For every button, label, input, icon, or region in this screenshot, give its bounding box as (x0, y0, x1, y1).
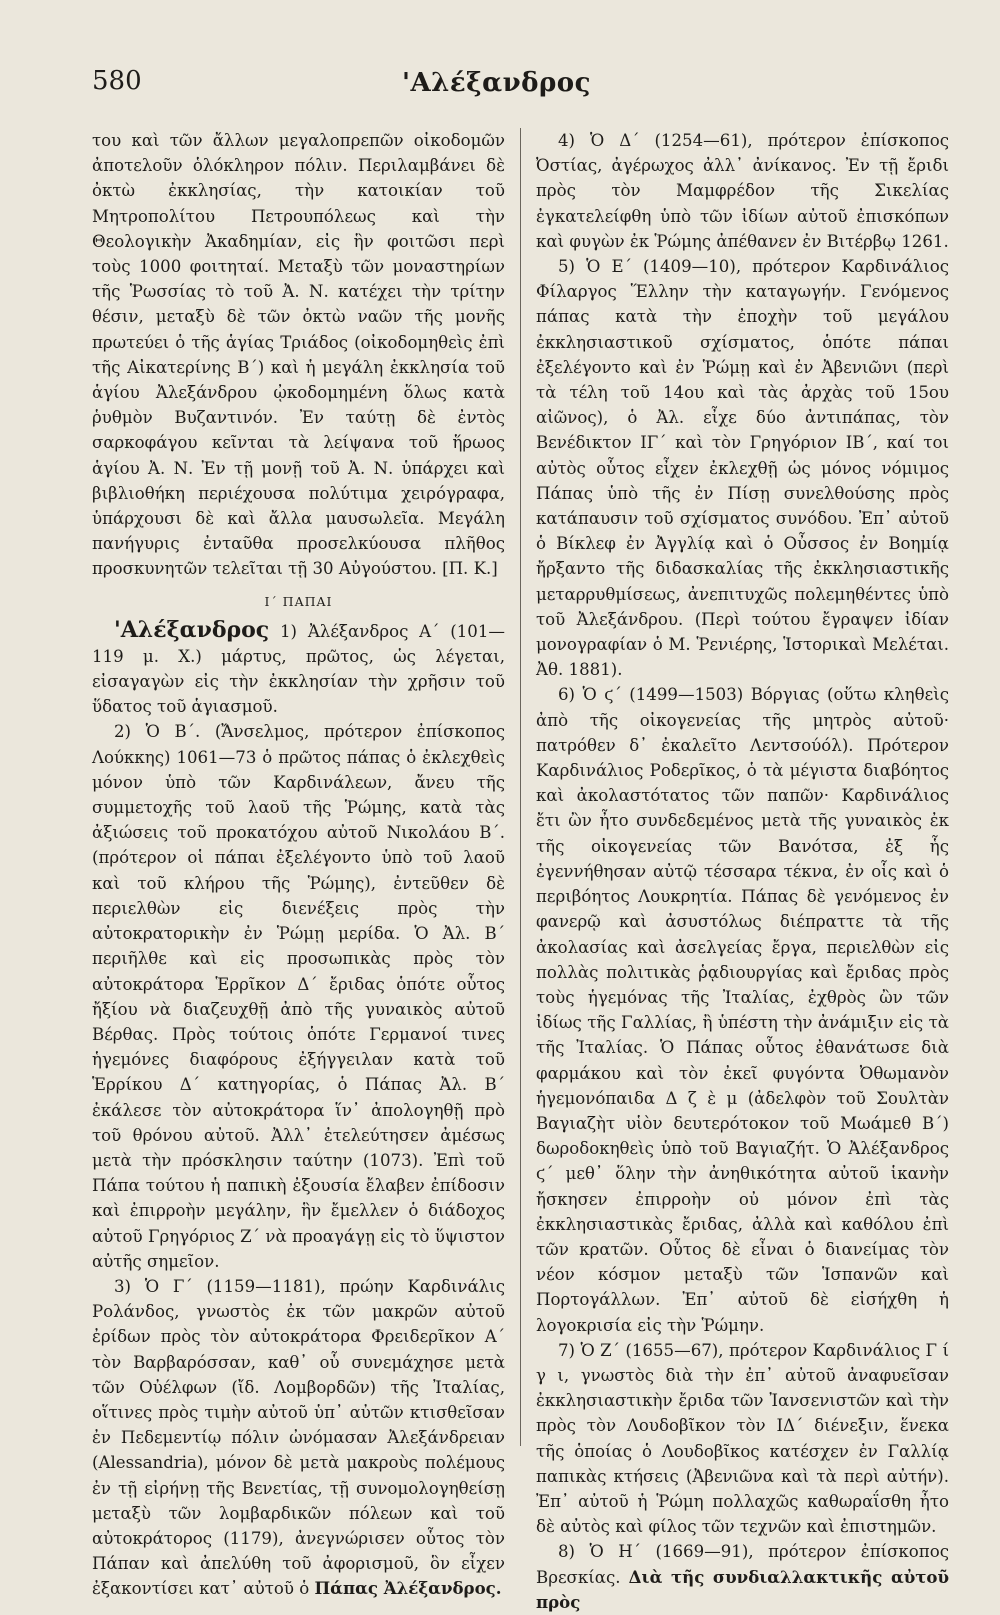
paragraph-alexander-1 (92, 618, 505, 720)
right-column (536, 128, 949, 1615)
paragraph-alexander-5: 5) Ὁ Ε΄ (1409—10), πρότερον Καρδινάλιος Φίλαργος Ἕλλην τὴν καταγωγήν. Γενόμενος πάπας κατὰ τὴν ἐποχὴν τοῦ μεγάλου ἐκκλησιαστικοῦ σχίσματος, ὁπότε πάπαι ἐξελέγοντο καὶ ἐν Ῥώμῃ καὶ ἐν Ἀβενιῶνι (περὶ τὰ τέλη τοῦ 14ου καὶ τὰς ἀρχὰς τοῦ 15ου αἰῶνος), ὁ Ἀλ. εἶχε δύο ἀντιπάπας, τὸν Βενέδικτον ΙΓ΄ καὶ τὸν Γρηγόριον ΙΒ΄, καί τοι αὐτὸς οὗτος εἶχεν ἐκλεχθῇ ὡς μόνος νόμιμος Πάπας ὑπὸ τῆς ἐν Πίσῃ συνελθούσης πρὸς κατάπαυσιν τοῦ σχίσματος συνόδου. Ἐπ᾽ αὐτοῦ ὁ Βίκλεφ ἐν Ἀγγλίᾳ καὶ ὁ Οὖσσος ἐν Βοημίᾳ ἤρξαντο τῆς διδασκαλίας τῆς ἐκκλησιαστικῆς μεταρρυθμίσεως, ἀνεπιτυχῶς πολεμηθέντες ὑπὸ τοῦ Ἀλεξάνδρου. (Περὶ τούτου ἔγραψεν ἰδίαν μονογραφίαν ὁ Μ. Ῥενιέρης, Ἱστορικαὶ Μελέται. Ἀθ. 1881). (536, 257, 949, 680)
paragraph-alexander-3 (92, 1274, 505, 1602)
paragraph-alexander-8 (536, 1539, 949, 1615)
paragraph-alexander-1-text: 1) Ἀλέξανδρος Α΄ (101—119 μ. Χ.) μάρτυς, πρῶτος, ὡς λέγεται, εἰσαγαγὼν εἰς τὴν ἐκκλησίαν τὴν χρῆσιν τοῦ ὕδατος τοῦ ἁγιασμοῦ. (92, 621, 505, 717)
paragraph-alexander-6: 6) Ὁ ϛ΄ (1499—1503) Βόργιας (οὕτω κληθεὶς ἀπὸ τῆς οἰκογενείας τῆς μητρὸς αὐτοῦ· πατρόθεν δ᾽ ἐκαλεῖτο Λεντσούόλ). Πρότερον Καρδινάλιος Ροδερῖκος, ὁ τὰ μέγιστα διαβόητος καὶ ἀκολαστότατος τῶν παπῶν· Καρδινάλιος ἔτι ὢν ἦτο συνδεδεμένος μετὰ τῆς γυναικὸς ἐκ τῆς οἰκογενείας τῶν Βανότσα, ἐξ ἧς ἐγεννήθησαν αὐτῷ τέσσαρα τέκνα, ἐν οἷς καὶ ὁ περιβόητος Λουκρητία. Πάπας δὲ γενόμενος ἐν φανερῷ καὶ ἀσυστόλως διέπραττε τὰ τῆς ἀκολασίας καὶ ἀσελγείας ἔργα, περιελθὼν εἰς πολλὰς πολιτικὰς ῥᾳδιουργίας καὶ ἔριδας πρὸς τοὺς ἡγεμόνας τῆς Ἰταλίας, ἐχθρὸς ὢν τῶν ἰδίως τῆς Γαλλίας, ἢ ὑπέστη τὴν ἀνάμιξιν εἰς τὰ τῆς Ἰταλίας. Ὁ Πάπας οὗτος ἐθανάτωσε διὰ φαρμάκου καὶ τὸν ἐκεῖ φυγόντα Ὀθωμανὸν ἡγεμονόπαιδα Δ ζ ὲ μ (ἀδελφὸν τοῦ Σουλτὰν Βαγιαζὴτ υἱὸν δευτερότοκον τοῦ Μωάμεθ Β΄) δωροδοκηθεὶς ὑπὸ τοῦ Βαγιαζήτ. Ὁ Ἀλέξανδρος ϛ΄ μεθ᾽ ὅλην τὴν ἀνηθικότητα αὐτοῦ ἱκανὴν ἤσκησεν ἐπιρροὴν οὐ μόνον ἐπὶ τὰς ἐκκλησιαστικὰς ἔριδας, ἀλλὰ καὶ καθόλου ἐπὶ τῶν κρατῶν. Οὗτος δὲ εἶναι ὁ διανείμας τὸν νέον κόσμον μεταξὺ τῶν Ἱσπανῶν καὶ Πορτογάλλων. Ἐπ᾽ αὐτοῦ δὲ εἰσήχθη ἡ λογοκρισία εἰς τὴν Ῥώμην. (536, 685, 949, 1335)
left-column (92, 128, 505, 1602)
page-number: 580 (92, 66, 142, 96)
column-divider (520, 128, 521, 1446)
entry-headword: 'Αλέξανδρος (114, 616, 270, 643)
page-header (0, 62, 1000, 106)
paragraph-alexander-2: 2) Ὁ Β΄. (Ἄνσελμος, πρότερον ἐπίσκοπος Λούκκης) 1061—73 ὁ πρῶτος πάπας ὁ ἐκλεχθεὶς μόνον ὑπὸ τῶν Καρδινάλεων, ἄνευ τῆς συμμετοχῆς τοῦ λαοῦ τῆς Ῥώμης, κατὰ τὰς ἀξιώσεις τοῦ προκατόχου αὐτοῦ Νικολάου Β΄. (πρότερον οἱ πάπαι ἐξελέγοντο ὑπὸ τοῦ λαοῦ καὶ τοῦ κλήρου τῆς Ῥώμης), ἐντεῦθεν δὲ περιελθὼν εἰς διενέξεις πρὸς τὴν αὐτοκρατορικὴν ἐν Ῥώμῃ μερίδα. Ὁ Ἀλ. Β΄ περιῆλθε καὶ εἰς προσωπικὰς πρὸς τὸν αὐτοκράτορα Ἑρρῖκον Δ΄ ἔριδας ὁπότε οὗτος ἤξίου νὰ διαζευχθῇ ἀπὸ τῆς γυναικὸς αὐτοῦ Βέρθας. Πρὸς τούτοις ὁπότε Γερμανοί τινες ἡγεμόνες διαφόρους ἐξήγγειλαν κατὰ τοῦ Ἑρρίκου Δ΄ κατηγορίας, ὁ Πάπας Ἀλ. Β΄ ἐκάλεσε τὸν αὐτοκράτορα ἵν᾽ ἀπολογηθῇ πρὸ τοῦ θρόνου αὐτοῦ. Ἀλλ᾽ ἐτελεύτησεν ἀμέσως μετὰ τὴν πρόσκλησιν ταύτην (1073). Ἐπὶ τοῦ Πάπα τούτου ἡ παπικὴ ἐξουσία ἔλαβεν ἐπίδοσιν καὶ ἐπιρροὴν μεγάλην, ἣν ἔμελλεν ὁ διάδοχος αὐτοῦ Γρηγόριος Ζ΄ νὰ προαγάγῃ εἰς τὸ ὕψιστον αὐτῆς σημεῖον. (92, 722, 505, 1271)
paragraph-lavra-description: του καὶ τῶν ἄλλων μεγαλοπρεπῶν οἰκοδομῶν ἀποτελοῦν ὁλόκληρον πόλιν. Περιλαμβάνει δὲ ὀκτὼ ἐκκλησίας, τὴν κατοικίαν τοῦ Μητροπολίτου Πετρουπόλεως καὶ τὴν Θεολογικὴν Ἀκαδημίαν, εἰς ἣν φοιτῶσι περὶ τοὺς 1000 φοιτηταί. Μεταξὺ τῶν μοναστηρίων τῆς Ῥωσσίας τὸ τοῦ Ἀ. Ν. κατέχει τὴν τρίτην θέσιν, μεταξὺ δὲ τῶν ὀκτὼ ναῶν τῆς μονῆς πρωτεύει ὁ τῆς ἁγίας Τριάδος (οἰκοδομηθεὶς ἐπὶ τῆς Αἰκατερίνης Β΄) καὶ ἡ μεγάλη ἐκκλησία τοῦ ἁγίου Ἀλεξάνδρου ᾠκοδομημένη ὅλως κατὰ ῥυθμὸν Βυζαντινόν. Ἐν ταύτῃ δὲ ἐντὸς σαρκοφάγου κεῖνται τὰ λείψανα τοῦ ἥρωος ἁγίου Ἀ. Ν. Ἐν τῇ μονῇ τοῦ Ἀ. Ν. ὑπάρχει καὶ βιβλιοθήκη περιέχουσα πολύτιμα χειρόγραφα, ὑπάρχουσι δὲ καὶ ἄλλα μαυσωλεῖα. Μεγάλη πανήγυρις ἐνταῦθα προσελκύουσα πλῆθος προσκυνητῶν τελεῖται τῇ 30 Αὐγούστου. [Π. Κ.] (92, 131, 505, 579)
running-title: 'Αλέξανδρος (402, 68, 591, 98)
paragraph-alexander-3-text: 3) Ὁ Γ΄ (1159—1181), πρώην Καρδινάλις Ρολάνδος, γνωστὸς ἐκ τῶν μακρῶν αὐτοῦ ἐρίδων πρὸς τὸν αὐτοκράτορα Φρειδερῖκον Α΄ τὸν Βαρβαρόσσαν, καθ᾽ οὗ συνεμάχησε μετὰ τῶν Οὐέλφων (ἴδ. Λομβορδῶν) τῆς Ἰταλίας, οἵτινες πρὸς τιμὴν αὐτοῦ ὑπ᾽ αὐτῶν κτισθεῖσαν ἐν Πεδεμεντίῳ πόλιν ὠνόμασαν Ἀλεξάνδρειαν (Alessandria), μόνον δὲ μετὰ μακροὺς πολέμους ἐν τῇ εἰρήνῃ τῆς Βενετίας, τῇ συνομολογηθείσῃ μεταξὺ τῶν λομβαρδικῶν πόλεων καὶ τοῦ αὐτοκράτορος (1179), ἀνεγνώρισεν οὗτος τὸν Πάπαν καὶ ἀπελύθη τοῦ ἀφορισμοῦ, ὃν εἶχεν ἐξακοντίσει κατ᾽ αὐτοῦ ὁ (92, 1276, 505, 1599)
paragraph-alexander-8-text: 8) Ὁ Η΄ (1669—91), πρότερον ἐπίσκοπος Βρεσκίας. (536, 1542, 949, 1587)
section-heading: Ι΄ ΠΑΠΑΙ (264, 593, 333, 609)
paragraph-alexander-3-end: Πάπας Ἀλέξανδρος. (314, 1578, 502, 1599)
paragraph-alexander-4: 4) Ὁ Δ΄ (1254—61), πρότερον ἐπίσκοπος Ὀστίας, ἀγέρωχος ἀλλ᾽ ἀνίκανος. Ἐν τῇ ἔριδι πρὸς τὸν Μαμφρέδον τῆς Σικελίας ἐγκατελείφθη ὑπὸ τῶν ἰδίων αὐτοῦ ἐπισκόπων καὶ φυγὼν ἐκ Ῥώμης ἀπέθανεν ἐν Βιτέρβῳ 1261. (536, 131, 949, 251)
paragraph-alexander-7: 7) Ὁ Ζ΄ (1655—67), πρότερον Καρδινάλιος Γ ί γ ι, γνωστὸς διὰ τὴν ἐπ᾽ αὐτοῦ ἀναφυεῖσαν ἐκκλησιαστικὴν ἔριδα τῶν Ἰανσενιστῶν καὶ τὴν πρὸς τὸν Λουδοβῖκον τὸν ΙΔ΄ διένεξιν, ἕνεκα τῆς ὁποίας ὁ Λουδοβῖκος κατέσχεν ἐν Γαλλίᾳ παπικὰς κτήσεις (Ἀβενιῶνα καὶ τὰ περὶ αὐτήν). Ἐπ᾽ αὐτοῦ ἡ Ῥώμη πολλαχῶς καθωραΐσθη ἦτο δὲ αὐτὸς καὶ φίλος τῶν τεχνῶν καὶ ἐπιστημῶν. (536, 1340, 949, 1537)
paragraph-alexander-8-bold: Διὰ τῆς συνδιαλλακτικῆς αὐτοῦ πρὸς (536, 1566, 949, 1612)
